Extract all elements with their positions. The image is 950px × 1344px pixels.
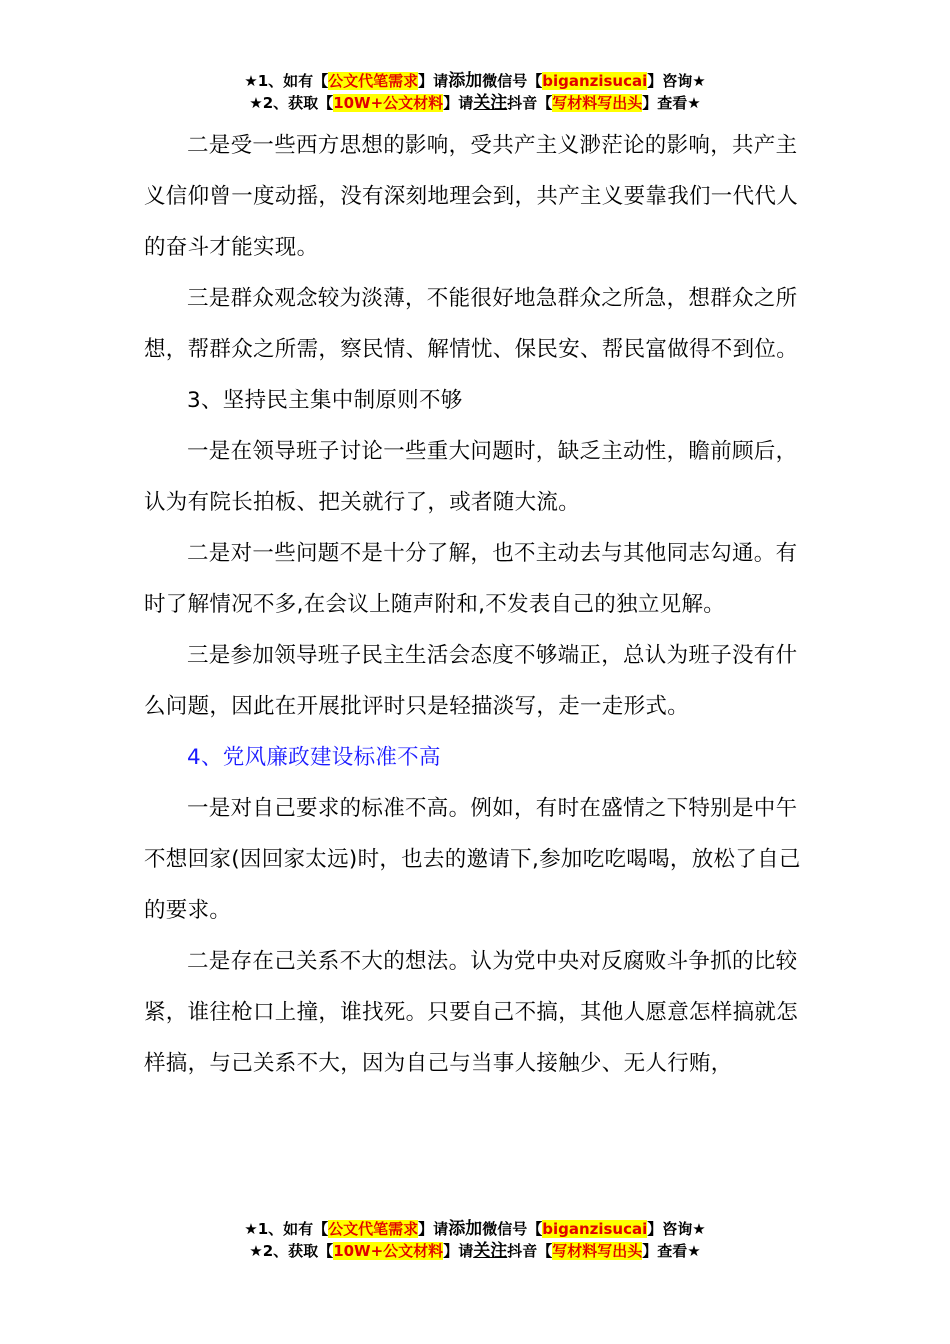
banner-text: ★1、如有【 [244, 1220, 329, 1238]
banner-keyword: 关注 [473, 93, 508, 113]
section-heading-blue: 4、党风廉政建设标准不高 [187, 745, 441, 770]
banner-keyword: 关注 [473, 1241, 508, 1261]
banner-text: 微信号【 [482, 1220, 543, 1238]
highlight-wechat-id: biganzisucai [542, 72, 648, 90]
paragraph: 二是受一些西方思想的影响，受共产主义渺茫论的影响，共产主义信仰曾一度动摇，没有深刻地理会到，共产主义要靠我们一代代人的奋斗才能实现。 [144, 133, 799, 260]
section-heading: 3、坚持民主集中制原则不够 [187, 388, 463, 413]
banner-text: 】请 [443, 1242, 474, 1260]
banner-text: ★2、获取【 [249, 1242, 334, 1260]
highlight-douyin-id: 写材料写出头 [552, 94, 643, 112]
header-banner [0, 70, 950, 114]
highlight-materials: 10W+公文材料 [333, 94, 444, 112]
banner-text: 抖音【 [507, 94, 553, 112]
banner-text: 】查看★ [642, 1242, 701, 1260]
paragraph: 一是在领导班子讨论一些重大问题时，缺乏主动性，瞻前顾后，认为有院长拍板、把关就行了，或者随大流。 [144, 439, 798, 515]
document-body [144, 120, 808, 1089]
paragraph: 二是对一些问题不是十分了解，也不主动去与其他同志勾通。有时了解情况不多,在会议上随声附和,不发表自己的独立见解。 [144, 541, 798, 617]
banner-text: 】请 [418, 1220, 449, 1238]
banner-text: 】咨询★ [647, 72, 706, 90]
highlight-service: 公文代笔需求 [328, 72, 419, 90]
banner-line-1 [0, 1218, 950, 1240]
highlight-service: 公文代笔需求 [328, 1220, 419, 1238]
footer-banner [0, 1218, 950, 1262]
banner-keyword: 添加 [448, 1219, 483, 1239]
banner-text: 微信号【 [482, 72, 543, 90]
highlight-wechat-id: biganzisucai [542, 1220, 648, 1238]
banner-text: 】查看★ [642, 94, 701, 112]
paragraph: 三是群众观念较为淡薄，不能很好地急群众之所急，想群众之所想，帮群众之所需，察民情、解情忧、保民安、帮民富做得不到位。 [144, 286, 799, 362]
highlight-materials: 10W+公文材料 [333, 1242, 444, 1260]
banner-text: 】请 [418, 72, 449, 90]
paragraph: 一是对自己要求的标准不高。例如，有时在盛情之下特别是中午不想回家(因回家太远)时，也去的邀请下,参加吃吃喝喝，放松了自己的要求。 [144, 796, 801, 923]
paragraph: 三是参加领导班子民主生活会态度不够端正，总认为班子没有什么问题，因此在开展批评时只是轻描淡写，走一走形式。 [144, 643, 798, 719]
banner-line-1 [0, 70, 950, 92]
paragraph: 二是存在己关系不大的想法。认为党中央对反腐败斗争抓的比较紧，谁往枪口上撞，谁找死。只要自己不搞，其他人愿意怎样搞就怎样搞，与己关系不大，因为自己与当事人接触少、无人行贿， [144, 949, 799, 1076]
banner-line-2 [0, 1240, 950, 1262]
banner-line-2 [0, 92, 950, 114]
banner-text: ★1、如有【 [244, 72, 329, 90]
banner-keyword: 添加 [448, 71, 483, 91]
banner-text: 】请 [443, 94, 474, 112]
banner-text: ★2、获取【 [249, 94, 334, 112]
banner-text: 抖音【 [507, 1242, 553, 1260]
banner-text: 】咨询★ [647, 1220, 706, 1238]
highlight-douyin-id: 写材料写出头 [552, 1242, 643, 1260]
